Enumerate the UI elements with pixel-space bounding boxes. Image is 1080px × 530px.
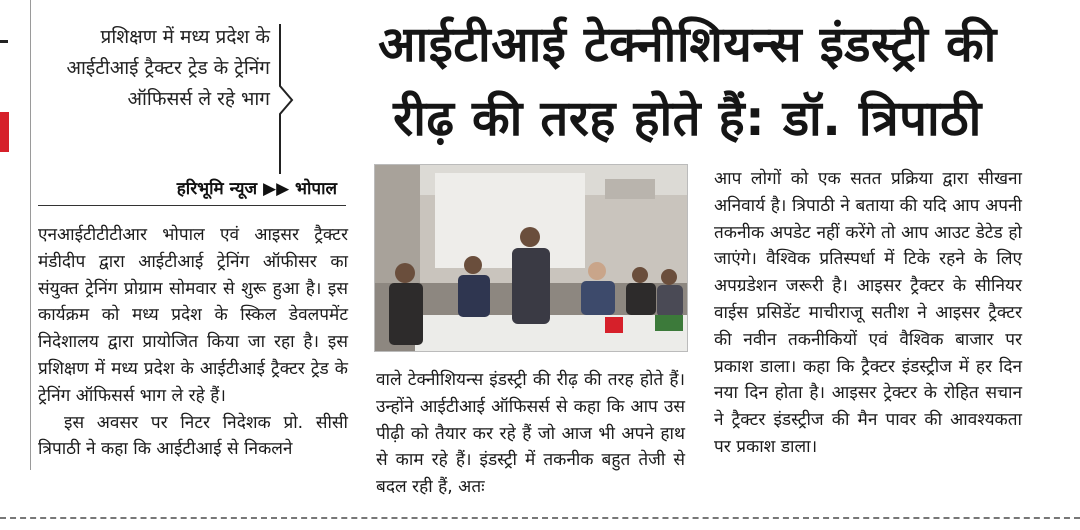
paragraph: इस अवसर पर निटर निदेशक प्रो. सीसी त्रिपाठी ने कहा कि आईटीआई से निकलने [38,412,348,460]
article-deck: प्रशिक्षण में मध्य प्रदेश के आईटीआई ट्रैक्टर ट्रेड के ट्रेनिंग ऑफिसर्स ले रहे भाग [66,26,270,110]
headline-line-1: आईटीआई टेक्नीशियन्स इंडस्ट्री की [378,16,997,73]
paragraph: वाले टेक्नीशियन्स इंडस्ट्री की रीढ़ की तरह होते हैं। उन्होंने आईटीआई ऑफिसर्स से कहा कि आप उस पीढ़ी को तैयार कर रहे हैं जो आज भी अपने हाथ से काम रहे हैं। इंडस्ट्री में तकनीक बहुत तेजी से बदल रही हैं, अतः [376,370,685,498]
edge-dash [0,40,8,43]
byline-rule [38,205,346,206]
article-column-3 [714,166,1022,461]
column-divider [30,0,31,470]
bottom-cut-line [0,517,1080,519]
paragraph: एनआईटीटीटीआर भोपाल एवं आइसर ट्रैक्टर मंडीदीप द्वारा आईटीआई ट्रेनिंग ऑफीसर का संयुक्त ट्रेनिंग प्रोग्राम सोमवार से शुरू हुआ है। इस कार्यक्रम को मध्य प्रदेश के स्किल डेवलपमेंट निदेशालय द्वारा प्रायोजित किया जा रहा है। इस प्रशिक्षण में मध्य प्रदेश के आईटीआई ट्रैक्टर ट्रेड के ट्रेनिंग ऑफिसर्स भाग ले रहे हैं। [38,225,348,406]
article-column-2 [376,367,685,501]
deck-bracket [276,24,294,174]
adjacent-article-red-marker [0,112,9,152]
byline: हरिभूमि न्यूज ▶▶ भोपाल [176,179,337,199]
event-photo-illustration [375,165,687,351]
event-photo [374,164,688,352]
article-column-1 [38,222,348,463]
paragraph: आप लोगों को एक सतत प्रक्रिया द्वारा सीखना अनिवार्य है। त्रिपाठी ने बताया की यदि आप अपनी तकनीक अपडेट नहीं करेंगे तो आप आउट डेटेड हो जाएंगे। वैश्विक प्रतिस्पर्धा में टिके रहने के लिए अपग्रडेशन जरूरी है। आइसर ट्रैक्टर के सीनियर वाईस प्रसिडेंट माचीराजू सतीश ने आइसर ट्रैक्टर की नवीन तकनीकियों एवं वैश्विक बाजार पर प्रकाश डाला। कहा कि ट्रैक्टर इंडस्ट्रीज में हर दिन नया दिन होता है। आइसर ट्रेक्टर के रोहित सचान ने ट्रैक्टर इंडस्ट्रीज की मैन पावर की आवश्यकता पर प्रकाश डाला। [714,169,1022,457]
article-headline [300,8,1075,156]
headline-line-2: रीढ़ की तरह होते हैं: डॉ. त्रिपाठी [393,90,982,147]
